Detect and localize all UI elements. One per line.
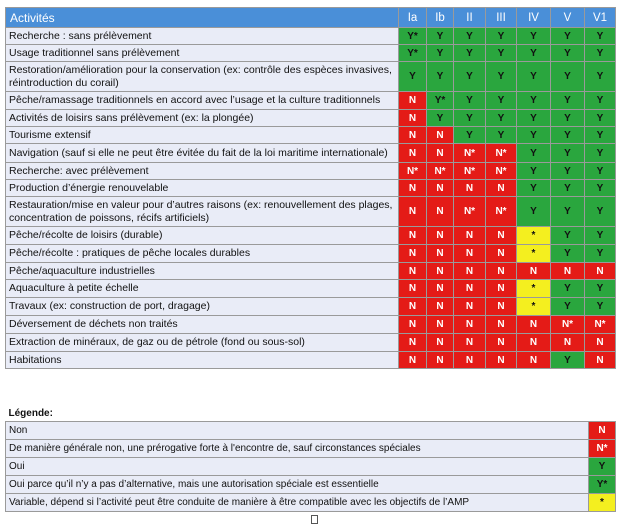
status-cell: Y [551, 144, 585, 163]
activity-label: Aquaculture à petite échelle [6, 280, 399, 298]
status-cell: N [454, 316, 486, 334]
status-cell: Y [551, 227, 585, 245]
status-cell: N* [486, 163, 517, 180]
table-row [6, 62, 616, 92]
legend-title: Légende: [6, 405, 616, 422]
legend-row [6, 494, 616, 512]
status-cell: Y [585, 227, 616, 245]
status-cell: * [517, 298, 551, 316]
status-cell: Y [585, 245, 616, 263]
legend-row [6, 476, 616, 494]
col-header: III [486, 8, 517, 28]
col-header: V1 [585, 8, 616, 28]
status-cell: N* [427, 163, 454, 180]
status-cell: N [486, 280, 517, 298]
status-cell: N [454, 180, 486, 197]
status-cell: Y [454, 110, 486, 127]
status-cell: N [399, 280, 427, 298]
status-cell: N [427, 280, 454, 298]
status-cell: Y [454, 45, 486, 62]
activity-label: Pêche/récolte de loisirs (durable) [6, 227, 399, 245]
activity-label: Déversement de déchets non traités [6, 316, 399, 334]
status-cell: Y [517, 92, 551, 110]
status-cell: N [399, 180, 427, 197]
col-header: V [551, 8, 585, 28]
legend-label: Oui parce qu’il n’y a pas d’alternative, mais une autorisation spéciale est essentielle [6, 476, 589, 494]
status-cell: N [486, 245, 517, 263]
status-cell: N [486, 352, 517, 369]
status-cell: N [399, 197, 427, 227]
status-cell: Y [454, 28, 486, 45]
status-cell: Y [585, 298, 616, 316]
status-cell: Y [517, 197, 551, 227]
status-cell: N* [454, 144, 486, 163]
status-cell: N [399, 263, 427, 280]
status-cell: Y* [399, 28, 427, 45]
legend-row [6, 458, 616, 476]
status-cell: Y [486, 28, 517, 45]
status-cell: N* [486, 144, 517, 163]
status-cell: N* [454, 197, 486, 227]
status-cell: N [517, 316, 551, 334]
status-cell: Y [486, 45, 517, 62]
status-cell: N [585, 334, 616, 352]
status-cell: N [399, 144, 427, 163]
status-cell: N* [486, 197, 517, 227]
table-row [6, 28, 616, 45]
table-row [6, 110, 616, 127]
table-row [6, 127, 616, 144]
status-cell: N [427, 316, 454, 334]
table-row [6, 263, 616, 280]
status-cell: * [517, 227, 551, 245]
activity-label: Production d’énergie renouvelable [6, 180, 399, 197]
activity-label: Navigation (sauf si elle ne peut être évitée du fait de la loi maritime internationale) [6, 144, 399, 163]
status-cell: N [427, 334, 454, 352]
table-row [6, 298, 616, 316]
status-cell: N [454, 263, 486, 280]
status-cell: N [427, 263, 454, 280]
status-cell: N [399, 127, 427, 144]
status-cell: Y [585, 197, 616, 227]
activities-table [5, 7, 616, 369]
legend-swatch: N* [589, 440, 616, 458]
status-cell: Y [551, 92, 585, 110]
activity-label: Habitations [6, 352, 399, 369]
activity-label: Pêche/récolte : pratiques de pêche locales durables [6, 245, 399, 263]
status-cell: N [517, 334, 551, 352]
status-cell: N [427, 352, 454, 369]
activity-label: Usage traditionnel sans prélèvement [6, 45, 399, 62]
status-cell: N [585, 352, 616, 369]
status-cell: Y [585, 127, 616, 144]
status-cell: Y [585, 28, 616, 45]
status-cell: Y [517, 163, 551, 180]
status-cell: Y [585, 110, 616, 127]
status-cell: Y [517, 62, 551, 92]
legend-label: Oui [6, 458, 589, 476]
status-cell: Y [551, 245, 585, 263]
status-cell: N [454, 352, 486, 369]
status-cell: N [427, 227, 454, 245]
col-header: II [454, 8, 486, 28]
table-row [6, 92, 616, 110]
status-cell: N* [454, 163, 486, 180]
legend-swatch: Y [589, 458, 616, 476]
status-cell: Y [551, 127, 585, 144]
status-cell: Y [454, 62, 486, 92]
status-cell: N [427, 180, 454, 197]
table-row [6, 180, 616, 197]
status-cell: Y [486, 92, 517, 110]
legend-body [6, 405, 616, 512]
status-cell: N [399, 92, 427, 110]
status-cell: N [486, 180, 517, 197]
status-cell: Y [585, 45, 616, 62]
status-cell: Y [551, 110, 585, 127]
status-cell: N [517, 263, 551, 280]
status-cell: Y [517, 127, 551, 144]
table-row [6, 334, 616, 352]
status-cell: Y [551, 180, 585, 197]
table-row [6, 144, 616, 163]
legend-label: Non [6, 422, 589, 440]
status-cell: Y [551, 197, 585, 227]
status-cell: N [517, 352, 551, 369]
table-row [6, 197, 616, 227]
status-cell: Y [486, 62, 517, 92]
activity-label: Restoration/amélioration pour la conservation (ex: contrôle des espèces invasives, réintroduction du corail) [6, 62, 399, 92]
col-header: Ia [399, 8, 427, 28]
status-cell: Y [585, 92, 616, 110]
status-cell: N [454, 227, 486, 245]
status-cell: N [399, 352, 427, 369]
table-row [6, 245, 616, 263]
legend-label: De manière générale non, une prérogative forte à l'encontre de, sauf circonstances spéciales [6, 440, 589, 458]
table-row [6, 163, 616, 180]
status-cell: Y [551, 28, 585, 45]
status-cell: Y [517, 180, 551, 197]
legend-row [6, 422, 616, 440]
status-cell: Y [585, 163, 616, 180]
status-cell: Y [486, 110, 517, 127]
status-cell: * [517, 280, 551, 298]
activity-label: Travaux (ex: construction de port, dragage) [6, 298, 399, 316]
status-cell: N [551, 263, 585, 280]
status-cell: N [454, 245, 486, 263]
status-cell: N [427, 127, 454, 144]
status-cell: Y [551, 62, 585, 92]
status-cell: Y [454, 92, 486, 110]
status-cell: Y* [399, 45, 427, 62]
activity-label: Tourisme extensif [6, 127, 399, 144]
status-cell: * [517, 245, 551, 263]
status-cell: N [486, 316, 517, 334]
activity-label: Restauration/mise en valeur pour d’autres raisons (ex: renouvellement des plages, concentration de poissons, récifs artificiels) [6, 197, 399, 227]
activity-label: Pêche/ramassage traditionnels en accord avec l’usage et la culture traditionnels [6, 92, 399, 110]
status-cell: Y [427, 28, 454, 45]
status-cell: Y [517, 110, 551, 127]
status-cell: Y* [427, 92, 454, 110]
legend-table [5, 405, 616, 512]
status-cell: Y [427, 62, 454, 92]
status-cell: N [454, 334, 486, 352]
status-cell: Y [427, 45, 454, 62]
header-activites: Activités [6, 8, 399, 28]
status-cell: Y [517, 45, 551, 62]
status-cell: Y [517, 144, 551, 163]
status-cell: N [486, 334, 517, 352]
activity-label: Extraction de minéraux, de gaz ou de pétrole (fond ou sous-sol) [6, 334, 399, 352]
status-cell: Y [551, 45, 585, 62]
status-cell: N [399, 110, 427, 127]
status-cell: N [486, 298, 517, 316]
status-cell: Y [585, 144, 616, 163]
status-cell: N [585, 263, 616, 280]
table-row [6, 45, 616, 62]
table-row [6, 227, 616, 245]
activity-label: Activités de loisirs sans prélèvement (ex: la plongée) [6, 110, 399, 127]
legend-swatch: * [589, 494, 616, 512]
status-cell: Y [486, 127, 517, 144]
status-cell: N* [399, 163, 427, 180]
table-body [6, 28, 616, 369]
status-cell: N [399, 245, 427, 263]
status-cell: Y [399, 62, 427, 92]
status-cell: Y [585, 62, 616, 92]
status-cell: N [427, 245, 454, 263]
status-cell: N [454, 280, 486, 298]
status-cell: Y [551, 280, 585, 298]
status-cell: N [399, 227, 427, 245]
status-cell: Y [551, 352, 585, 369]
status-cell: N [427, 144, 454, 163]
table-row [6, 352, 616, 369]
status-cell: Y [585, 280, 616, 298]
legend-label: Variable, dépend si l’activité peut être conduite de manière à être compatible avec les objectifs de l’AMP [6, 494, 589, 512]
activity-label: Recherche: avec prélèvement [6, 163, 399, 180]
legend-swatch: Y* [589, 476, 616, 494]
status-cell: Y [551, 298, 585, 316]
table-header-row [6, 8, 616, 28]
activity-label: Pêche/aquaculture industrielles [6, 263, 399, 280]
status-cell: N [427, 197, 454, 227]
status-cell: Y [427, 110, 454, 127]
status-cell: N [399, 316, 427, 334]
legend-swatch: N [589, 422, 616, 440]
status-cell: N* [551, 316, 585, 334]
status-cell: Y [551, 163, 585, 180]
status-cell: Y [517, 28, 551, 45]
activity-label: Recherche : sans prélèvement [6, 28, 399, 45]
status-cell: N* [585, 316, 616, 334]
status-cell: Y [454, 127, 486, 144]
status-cell: N [399, 298, 427, 316]
status-cell: Y [585, 180, 616, 197]
legend-row [6, 440, 616, 458]
status-cell: N [486, 227, 517, 245]
table-row [6, 316, 616, 334]
col-header: Ib [427, 8, 454, 28]
status-cell: N [551, 334, 585, 352]
table-row [6, 280, 616, 298]
status-cell: N [399, 334, 427, 352]
status-cell: N [486, 263, 517, 280]
status-cell: N [454, 298, 486, 316]
col-header: IV [517, 8, 551, 28]
status-cell: N [427, 298, 454, 316]
